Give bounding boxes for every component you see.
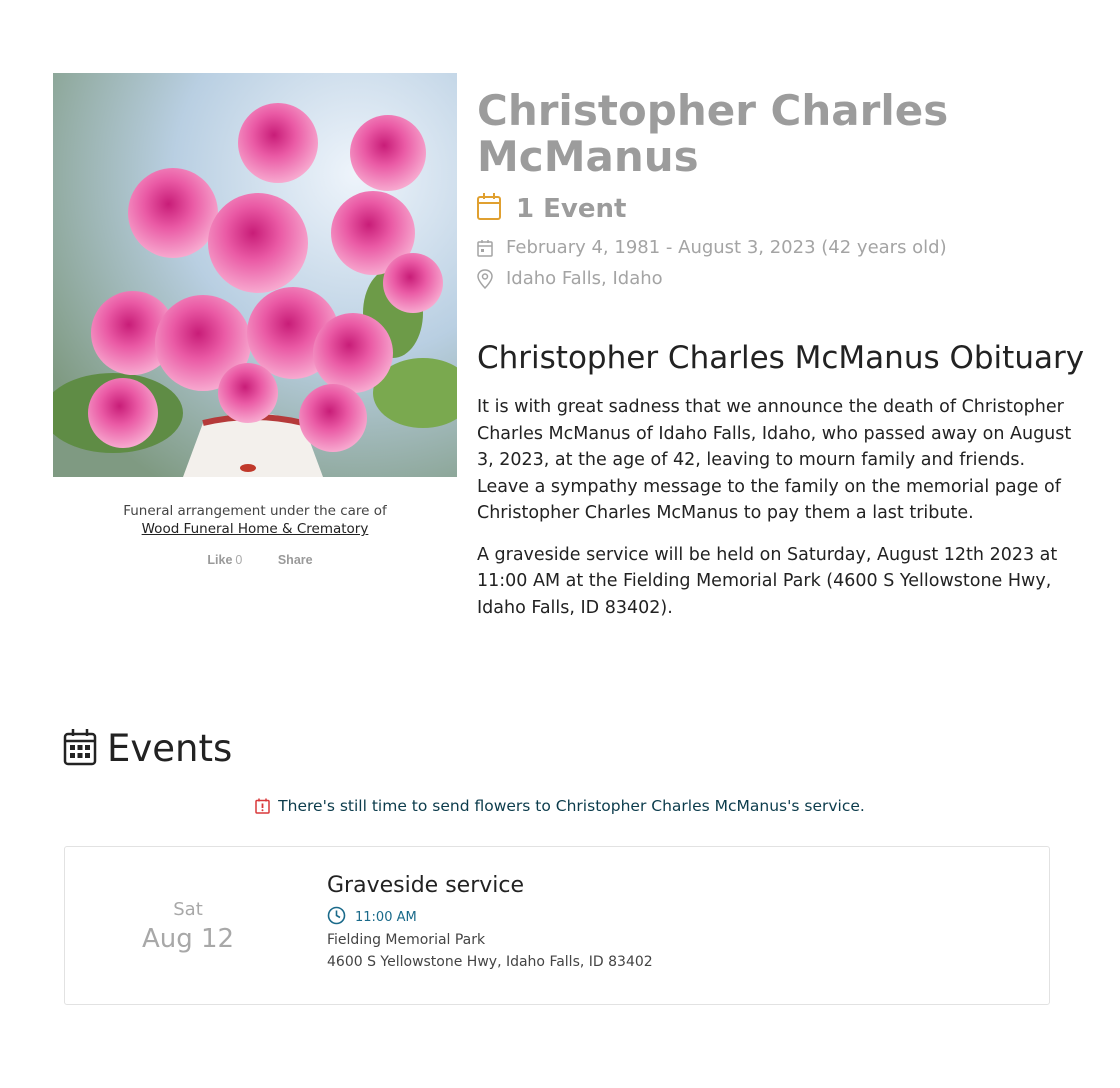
deceased-name: Christopher Charles McManus: [477, 86, 949, 181]
obituary-paragraph: It is with great sadness that we announce the death of Christopher Charles McManus of Idaho Falls, Idaho, who passed away on August 3, 2023, at the age of 42, leaving to mourn family and friends. Leave a sympathy message to the family on the memorial page of Christopher Charles McManus to pay them a last tribute.: [477, 397, 1072, 523]
like-button[interactable]: [207, 553, 242, 567]
obituary-body: [477, 394, 1077, 636]
like-count: 0: [235, 553, 243, 567]
clock-icon: [327, 906, 346, 929]
alert-calendar-icon: [255, 798, 270, 818]
social-actions: [53, 553, 467, 567]
flowers-notice[interactable]: [0, 797, 1120, 818]
life-dates-text: February 4, 1981 - August 3, 2023 (42 years old): [506, 237, 947, 258]
event-day-of-week: Sat: [173, 899, 203, 920]
share-button[interactable]: Share: [277, 553, 313, 567]
event-count-link[interactable]: [476, 192, 626, 226]
obituary-title: Christopher Charles McManus Obituary: [477, 340, 1085, 376]
obituary-paragraph: A graveside service will be held on Saturday, August 12th 2023 at 11:00 AM at the Fielding Memorial Park (4600 S Yellowstone Hwy, Idaho Falls, ID 83402).: [477, 544, 1058, 618]
flowers-notice-text: There's still time to send flowers to Christopher Charles McManus's service.: [278, 797, 865, 815]
events-heading-label: Events: [107, 727, 233, 770]
event-card[interactable]: [64, 846, 1050, 1005]
memorial-photo: [53, 73, 457, 477]
event-place: Fielding Memorial Park: [327, 932, 486, 948]
life-dates: [476, 237, 947, 258]
event-date: Aug 12: [141, 924, 235, 954]
event-time: [327, 906, 417, 929]
calendar-grid-icon: [63, 728, 97, 770]
care-label: Funeral arrangement under the care of: [123, 503, 387, 519]
event-time-text: 11:00 AM: [355, 910, 417, 925]
funeral-home-link[interactable]: Wood Funeral Home & Crematory: [141, 521, 369, 537]
calendar-icon: [476, 192, 502, 226]
event-address: 4600 S Yellowstone Hwy, Idaho Falls, ID 83402: [327, 954, 653, 970]
event-count-label: 1 Event: [516, 194, 627, 224]
event-title: Graveside service: [327, 873, 525, 898]
location: [476, 268, 663, 289]
small-calendar-icon: [476, 238, 494, 258]
events-heading: [63, 727, 232, 770]
map-pin-icon: [476, 269, 494, 289]
funeral-home-credit: [53, 502, 457, 538]
like-label: Like: [207, 553, 233, 567]
rose-bouquet-image: [53, 73, 457, 477]
location-text: Idaho Falls, Idaho: [506, 268, 663, 289]
